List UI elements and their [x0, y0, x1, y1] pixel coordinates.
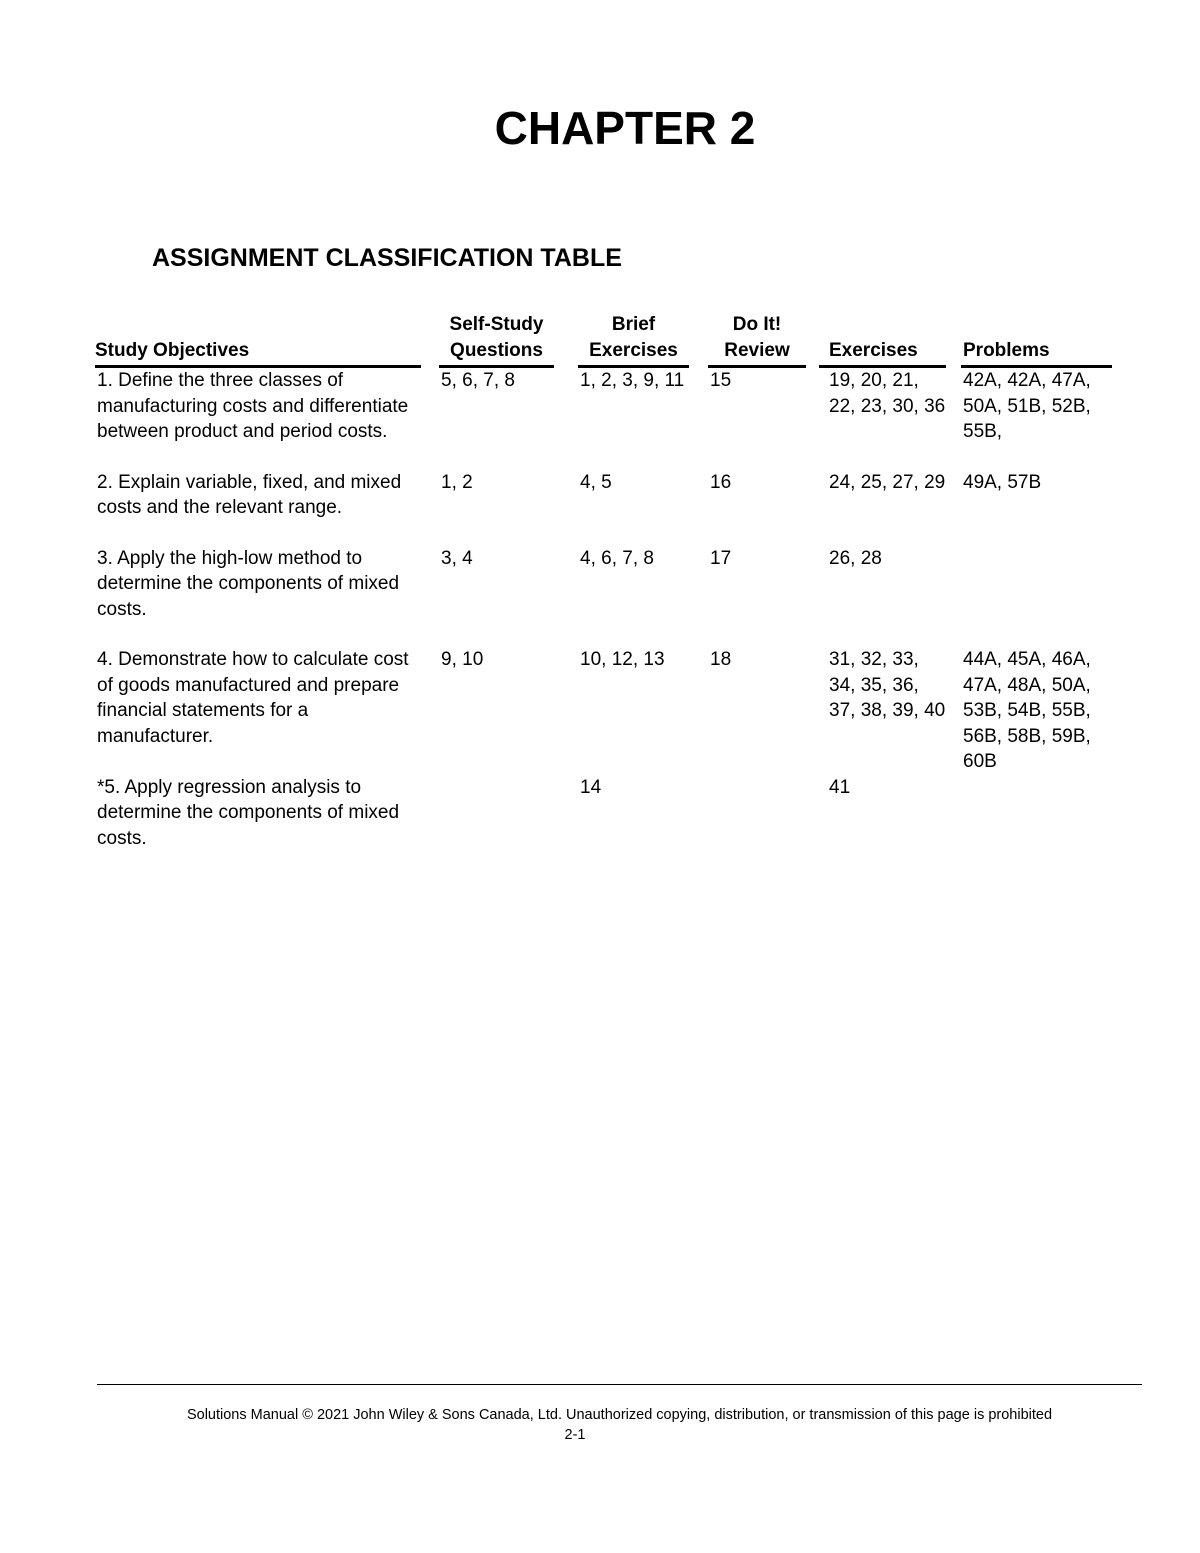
doit-cell: [708, 775, 806, 852]
questions-cell: [439, 775, 554, 852]
exercises-cell: 31, 32, 33, 34, 35, 36, 37, 38, 39, 40: [829, 649, 946, 721]
header-do-it-review: Do It! Review: [708, 312, 806, 368]
brief-cell: 4, 5: [580, 471, 612, 493]
footer-copyright: Solutions Manual © 2021 John Wiley & Sons Canada, Ltd. Unauthorized copying, distribution, or transmission of this page is prohibited: [186, 1407, 1053, 1423]
table-title: ASSIGNMENT CLASSIFICATION TABLE: [152, 244, 622, 272]
exercises-cell: 41: [829, 776, 851, 798]
objective-cell: 4. Demonstrate how to calculate cost of goods manufactured and prepare financial statements for a manufacturer.: [97, 649, 409, 747]
problems-cell: [961, 546, 1112, 648]
header-self-study-questions: Self-Study Questions: [439, 312, 554, 368]
doit-cell: 17: [710, 547, 732, 569]
table-row: [95, 368, 1112, 470]
doit-cell: 16: [710, 471, 732, 493]
exercises-cell: 19, 20, 21, 22, 23, 30, 36: [829, 370, 946, 417]
problems-cell: 42A, 42A, 47A, 50A, 51B, 52B, 55B,: [963, 370, 1091, 442]
doit-cell: 18: [710, 649, 732, 670]
table-header-row: [95, 312, 1112, 368]
objective-cell: 3. Apply the high-low method to determine the components of mixed costs.: [97, 547, 400, 620]
questions-cell: 1, 2: [441, 471, 473, 493]
questions-cell: 9, 10: [441, 649, 484, 670]
chapter-title: CHAPTER 2: [494, 102, 756, 154]
classification-table: [95, 312, 1112, 851]
questions-cell: 3, 4: [441, 547, 473, 569]
exercises-cell: 24, 25, 27, 29: [829, 471, 946, 493]
header-brief-exercises: Brief Exercises: [578, 312, 689, 368]
problems-cell: 44A, 45A, 46A, 47A, 48A, 50A, 53B, 54B, 55B, 56B, 58B, 59B, 60B: [963, 649, 1091, 772]
footer-divider: [97, 1384, 1142, 1385]
problems-cell: [961, 775, 1112, 852]
header-problems: Problems: [961, 312, 1112, 368]
exercises-cell: 26, 28: [829, 547, 882, 569]
brief-cell: 14: [580, 776, 602, 798]
table-row: [95, 470, 1112, 546]
brief-cell: 1, 2, 3, 9, 11: [580, 370, 685, 391]
header-exercises: Exercises: [819, 312, 946, 368]
objective-cell: 1. Define the three classes of manufacturing costs and differentiate between product and period costs.: [97, 370, 409, 442]
page-number: 2-1: [564, 1427, 586, 1443]
problems-cell: 49A, 57B: [963, 471, 1042, 493]
assignment-classification-table: [95, 312, 1112, 851]
table-row: [95, 546, 1112, 648]
table-row: [95, 647, 1112, 775]
objective-cell: 2. Explain variable, fixed, and mixed costs and the relevant range.: [97, 471, 402, 518]
brief-cell: 4, 6, 7, 8: [580, 547, 654, 569]
header-study-objectives: Study Objectives: [95, 312, 421, 368]
table-row: [95, 775, 1112, 852]
questions-cell: 5, 6, 7, 8: [441, 370, 515, 391]
brief-cell: 10, 12, 13: [580, 649, 665, 670]
objective-cell: *5. Apply regression analysis to determine the components of mixed costs.: [97, 776, 400, 849]
doit-cell: 15: [710, 370, 732, 391]
